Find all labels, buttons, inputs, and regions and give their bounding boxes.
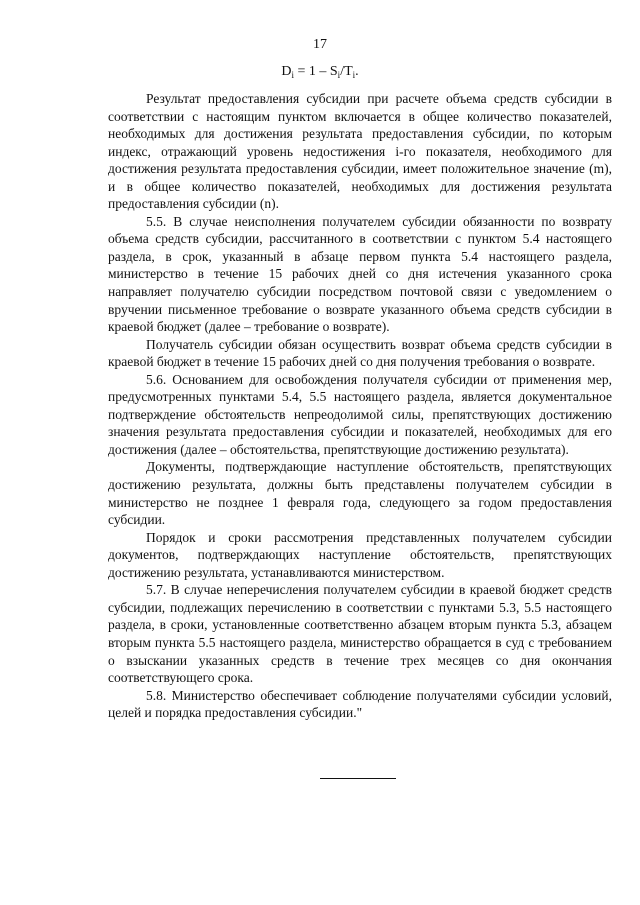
- formula-divide-part: /T: [340, 64, 353, 79]
- body-text: [108, 90, 612, 722]
- paragraph-5-5: 5.5. В случае неисполнения получателем субсидии обязанности по возврату объема средств субсидии, рассчитанного в соответствии с пунктом 5.4 настоящего раздела, в срок, указанный в абзаце первом пункта 5.4 настоящего раздела, министерство в течение 15 рабочих дней со дня истечения указанного срока направляет получателю субсидии посредством почтовой связи с уведомлением о вручении письменное требование о возврате указанного объема средств субсидии в краевой бюджет (далее – требование о возврате).: [108, 213, 612, 335]
- paragraph-5-6: 5.6. Основанием для освобождения получателя субсидии от применения мер, предусмотренных пунктами 5.4, 5.5 настоящего раздела, является документальное подтверждение обстоятельств непреодолимой силы, препятствующих достижению значения результата предоставления субсидии и показателей, необходимых для его достижения (далее – обстоятельства, препятствующие достижению результата).: [108, 371, 612, 457]
- paragraph-documents-deadline: Документы, подтверждающие наступление обстоятельств, препятствующих достижению результата, должны быть представлены получателем субсидии в министерство не позднее 1 февраля года, следующего за годом предоставления субсидии.: [108, 459, 612, 528]
- formula-end: .: [355, 64, 359, 79]
- paragraph-5-8: 5.8. Министерство обеспечивает соблюдение получателями субсидии условий, целей и порядка предоставления субсидии.": [108, 687, 612, 721]
- paragraph-5-7: 5.7. В случае неперечисления получателем субсидии в краевой бюджет средств субсидии, подлежащих перечислению в соответствии с пунктами 5.3, 5.5 настоящего раздела, в сроки, установленные соответственно абзацем вторым пункта 5.3, абзацем вторым пункта 5.5 настоящего раздела, министерство обращается в суд с требованием о взыскании указанных средств в течение трех месяцев со дня окончания соответствующего срока.: [108, 582, 612, 686]
- page-number: 17: [313, 37, 327, 52]
- formula-var-d: D: [281, 64, 292, 79]
- paragraph-review-procedure: Порядок и сроки рассмотрения представленных получателем субсидии документов, подтверждающих наступление обстоятельств, препятствующих достижению результата, устанавливаются министерством.: [108, 529, 612, 580]
- formula: [0, 64, 640, 83]
- formula-sub-i: i: [337, 70, 341, 80]
- paragraph-result-indicator: Результат предоставления субсидии при расчете объема средств субсидии в соответствии с настоящим пунктом включается в общее количество показателей, необходимых для достижения результата предоставления субсидии, по которым индекс, отражающий уровень недостижения i-го показателя, необходимого для достижения результата предоставления субсидии, имеет положительное значение (m), и в общее количество показателей, необходимых для достижения результата предоставления субсидии (n).: [108, 91, 612, 212]
- formula-equals-part: = 1 – S: [293, 64, 338, 79]
- formula-sub-i: i: [291, 70, 294, 80]
- closing-divider: [320, 778, 396, 779]
- formula-sub-i: i: [352, 70, 356, 80]
- paragraph-return-obligation: Получатель субсидии обязан осуществить возврат объема средств субсидии в краевой бюджет в течение 15 рабочих дней со дня получения требования о возврате.: [108, 336, 612, 370]
